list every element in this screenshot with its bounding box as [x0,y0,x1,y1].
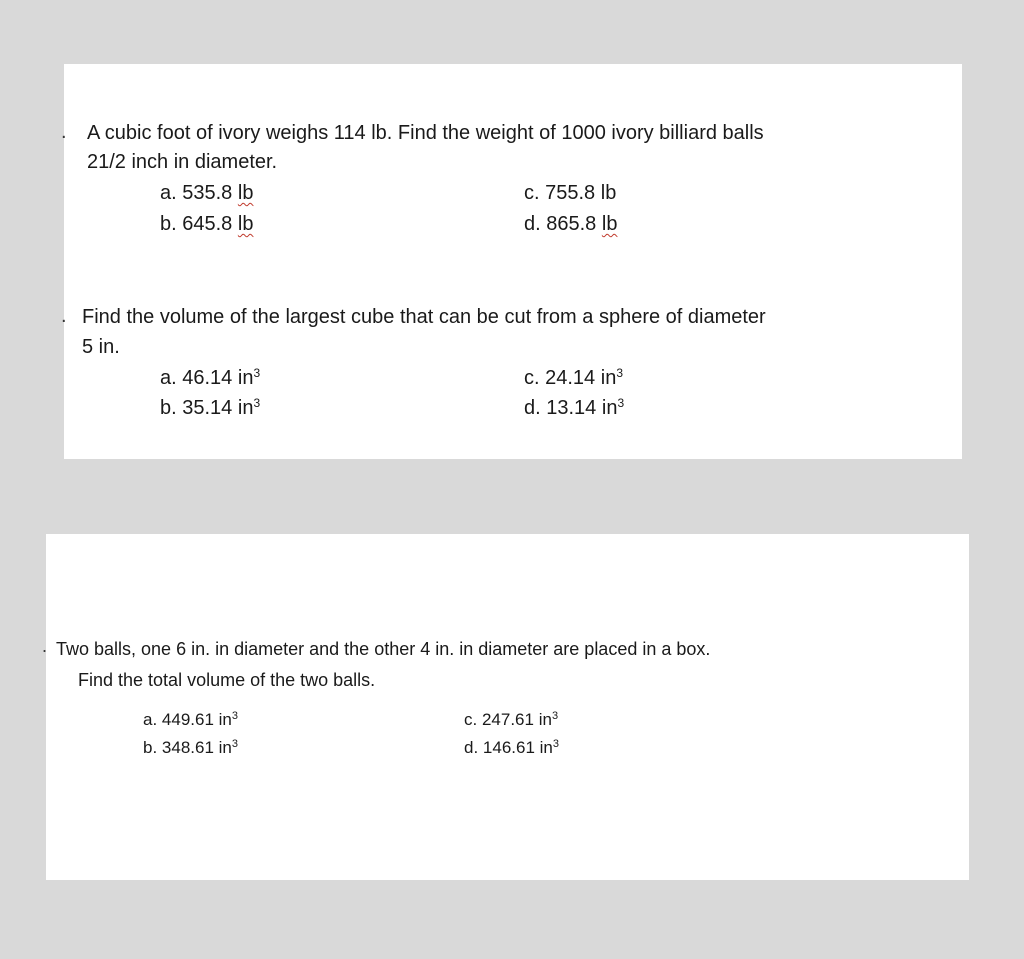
option-letter: d. [524,397,541,419]
option-exponent: 3 [231,710,239,722]
option-unit: in [538,710,552,729]
option-unit: in [218,710,232,729]
question-card-2 [42,534,969,880]
question-card-1 [61,64,962,459]
question-text-line-1: Two balls, one 6 in. in diameter and the other 4 in. in diameter are placed in a box. [56,639,711,659]
option-unit: in [218,738,232,757]
option-a[interactable] [160,178,253,208]
option-value: 348.61 [161,738,214,757]
option-unit: lb [600,182,617,204]
question-text-line-1: Find the volume of the largest cube that can be cut from a sphere of diameter [82,306,766,328]
question-text-line-2: 21/2 inch in diameter. [87,151,278,173]
option-letter: d. [524,213,541,235]
option-a[interactable] [143,706,238,733]
option-unit: in [237,367,254,389]
option-unit: lb [237,213,254,235]
question-bullet: . [61,121,67,143]
question-bullet: . [42,636,48,656]
option-d[interactable] [524,393,624,423]
option-letter: a. [160,182,177,204]
option-d[interactable] [524,209,617,239]
option-letter: c. [524,367,540,389]
option-exponent: 3 [616,366,624,380]
option-exponent: 3 [617,396,625,410]
option-b[interactable] [160,209,253,239]
option-letter: a. [143,710,158,729]
option-letter: a. [160,367,177,389]
option-value: 24.14 [545,367,596,389]
option-exponent: 3 [551,710,559,722]
option-value: 645.8 [182,213,233,235]
option-value: 35.14 [182,397,233,419]
question-text-line-2: Find the total volume of the two balls. [78,670,376,690]
question-bullet: . [61,305,67,327]
option-letter: b. [160,397,177,419]
option-d[interactable] [464,734,559,761]
option-letter: d. [464,738,479,757]
option-c[interactable] [524,363,623,393]
option-letter: b. [160,213,177,235]
option-unit: in [601,397,618,419]
option-value: 755.8 [545,182,596,204]
question-text-line-1: A cubic foot of ivory weighs 114 lb. Find the weight of 1000 ivory billiard balls [87,122,764,144]
option-c[interactable] [524,178,616,208]
question-text-line-2: 5 in. [82,336,120,358]
option-a[interactable] [160,363,260,393]
option-value: 449.61 [161,710,214,729]
option-letter: c. [464,710,478,729]
option-value: 146.61 [482,738,535,757]
option-b[interactable] [160,393,260,423]
option-letter: c. [524,182,540,204]
option-exponent: 3 [231,738,239,750]
option-unit: lb [601,213,618,235]
option-unit: in [600,367,617,389]
option-b[interactable] [143,734,238,761]
option-unit: in [539,738,553,757]
option-exponent: 3 [253,366,261,380]
option-exponent: 3 [552,738,560,750]
option-value: 13.14 [546,397,597,419]
option-c[interactable] [464,706,558,733]
option-letter: b. [143,738,158,757]
option-unit: lb [237,182,254,204]
option-unit: in [237,397,254,419]
option-value: 535.8 [182,182,233,204]
option-value: 247.61 [481,710,534,729]
option-value: 865.8 [546,213,597,235]
option-exponent: 3 [253,396,261,410]
option-value: 46.14 [182,367,233,389]
